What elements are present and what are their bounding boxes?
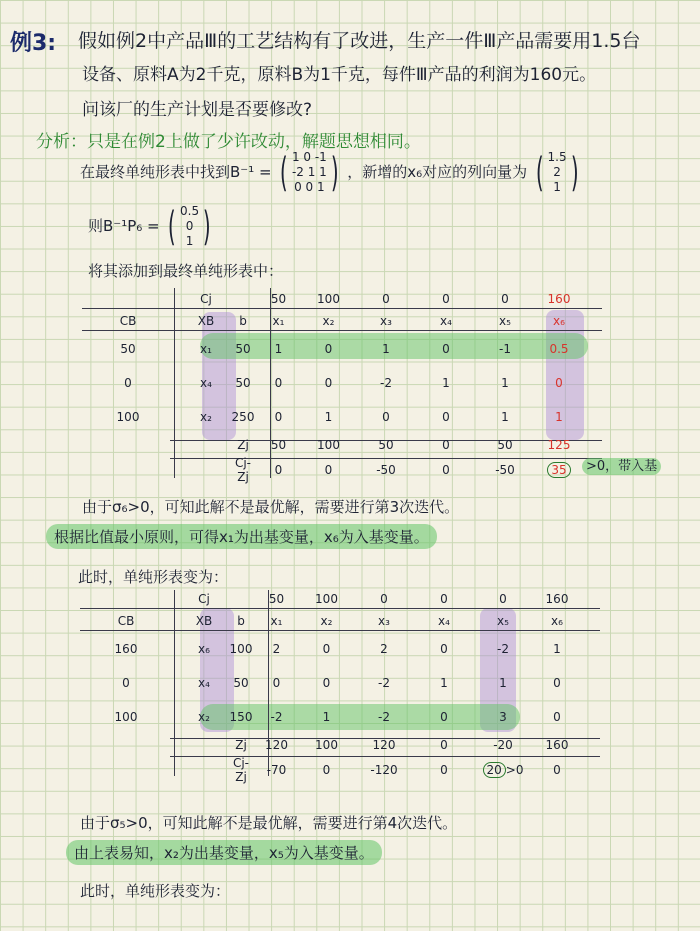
header-cell: CB: [117, 614, 135, 628]
left-paren-icon: (: [280, 149, 289, 196]
right-paren-icon: ): [570, 149, 579, 196]
b-inv-p6-vector: [180, 204, 199, 249]
cj-cell: 0: [501, 292, 509, 306]
zj-cell: 120: [265, 738, 288, 752]
header-cell: XB: [197, 314, 215, 328]
table-cell: 50: [235, 342, 251, 356]
simplex-table-2: [98, 588, 582, 784]
table-cell: 2: [272, 642, 281, 656]
cj-cell: 100: [317, 292, 340, 306]
table-row: [100, 366, 584, 400]
matrix-row: 1 0 -1: [291, 150, 327, 164]
header-cell: b: [239, 314, 247, 328]
step5-line: 此时，单纯形表变为：: [80, 882, 231, 900]
cz-cell: [534, 456, 584, 484]
simplex-table-1: [100, 288, 584, 484]
vector-entry: 1: [185, 234, 194, 248]
table-cell: 0: [324, 342, 333, 356]
cz-cell: 0: [553, 763, 561, 777]
table-cell: -2: [380, 376, 392, 390]
cj-row: [100, 288, 584, 310]
conclusion1a: 由于σ₆>0，可知此解不是最优解，需要进行第3次迭代。: [82, 498, 460, 516]
example-label: 例3:: [10, 31, 57, 56]
right-paren-icon: ): [330, 149, 339, 196]
analysis-line: 分析：只是在例2上做了少许改动，解题思想相同。: [36, 132, 421, 152]
table-cell: x₁: [200, 342, 212, 356]
cz-cell: 0: [324, 463, 333, 477]
table-cell: 1: [442, 376, 450, 390]
matrix-row: 0 0 1: [294, 180, 325, 194]
header-cell: x₅: [497, 614, 509, 628]
step2-prefix: 则B⁻¹P₆ =: [88, 217, 160, 235]
cj-cell: 0: [440, 592, 448, 606]
cz-cell: [474, 756, 532, 784]
vector-entry: 1.5: [547, 150, 567, 164]
zj-cell: -20: [493, 738, 513, 752]
table-cell: 1: [324, 410, 333, 424]
table-cell: 1: [555, 410, 563, 424]
table-cell: 1: [382, 342, 390, 356]
entering-note: >0，带入基: [582, 458, 661, 475]
table-cell: -2: [270, 710, 283, 724]
cz-cell: 0: [322, 763, 331, 777]
zj-cell: 100: [317, 438, 340, 452]
table-cell: 0: [442, 342, 450, 356]
zj-row: [98, 734, 582, 756]
cz-label: Cj-Zj: [234, 456, 252, 484]
table-cell: 0: [122, 676, 130, 690]
conclusion2b: 由上表易知，x₂为出基变量，x₅为入基变量。: [66, 840, 382, 865]
header-row: [98, 610, 582, 632]
cj-cell: 0: [499, 592, 507, 606]
left-paren-icon: (: [535, 149, 544, 196]
cj-label: Cj: [198, 592, 210, 606]
table-cell: -2: [378, 710, 390, 724]
step1-prefix: 在最终单纯形表中找到B⁻¹ =: [80, 163, 272, 181]
zj-cell: 50: [497, 438, 513, 452]
table-cell: 0: [274, 410, 283, 424]
table-cell: 2: [380, 642, 388, 656]
header-cell: CB: [119, 314, 137, 328]
p6-vector: [548, 150, 567, 195]
table-cell: 0: [555, 376, 563, 390]
header-cell: x₆: [553, 314, 565, 328]
step2-line: [88, 204, 215, 249]
zj-cell: 125: [547, 438, 571, 452]
header-cell: x₆: [551, 614, 563, 628]
cj-cell: 0: [442, 292, 450, 306]
table-cell: 1: [501, 410, 509, 424]
zj-cell: 100: [315, 738, 338, 752]
header-cell: x₂: [320, 614, 333, 628]
table-row: [100, 332, 584, 366]
step1-suffix: ，新增的x₆对应的列向量为: [347, 163, 528, 181]
table-cell: 100: [114, 710, 138, 724]
cj-cell: 160: [545, 592, 569, 606]
table-cell: 1: [553, 642, 561, 656]
zj-cell: 50: [378, 438, 394, 452]
table-cell: 50: [233, 676, 249, 690]
table-cell: 50: [235, 376, 251, 390]
table-cell: 0.5: [549, 342, 569, 356]
entering-circle: 20: [483, 762, 506, 778]
table-cell: 0: [124, 376, 132, 390]
table-cell: 100: [116, 410, 140, 424]
cz-cell: 0: [440, 763, 448, 777]
table-cell: 0: [274, 376, 283, 390]
conclusion2a: 由于σ₅>0，可知此解不是最优解，需要进行第4次迭代。: [80, 814, 458, 832]
step4-line: 此时，单纯形表变为：: [78, 568, 229, 586]
problem-line-2: 设备、原料A为2千克，原料B为1千克，每件Ⅲ产品的利润为160元。: [82, 65, 597, 85]
table-cell: 0: [553, 676, 561, 690]
zj-cell: 50: [270, 438, 287, 452]
header-cell: XB: [195, 614, 213, 628]
cj-cell: 160: [547, 292, 571, 306]
table-cell: -1: [499, 342, 511, 356]
table-cell: 0: [324, 376, 333, 390]
vector-entry: 0: [185, 219, 194, 233]
cz-cell: -120: [370, 763, 398, 777]
table-cell: 50: [120, 342, 136, 356]
table-cell: -2: [378, 676, 390, 690]
table-cell: 250: [231, 410, 255, 424]
header-cell: x₄: [440, 314, 452, 328]
zj-row: [100, 434, 584, 456]
cz-row: [100, 456, 584, 484]
table-cell: 3: [499, 710, 507, 724]
header-cell: x₄: [438, 614, 450, 628]
cj-cell: 0: [382, 292, 390, 306]
table-cell: 160: [114, 642, 138, 656]
header-cell: x₁: [270, 614, 283, 628]
cj-cell: 100: [315, 592, 338, 606]
cz-cell: 0: [442, 463, 450, 477]
table1-note: [582, 455, 661, 474]
cj-cell: 50: [268, 592, 285, 606]
table-row: [100, 400, 584, 434]
table-cell: 1: [274, 342, 283, 356]
table-row: [98, 700, 582, 734]
cz-cell: -50: [495, 463, 515, 477]
entering-circle: 35: [547, 462, 570, 478]
table-cell: x₄: [198, 676, 210, 690]
header-cell: x₂: [322, 314, 335, 328]
header-cell: x₁: [272, 314, 285, 328]
step3-line: 将其添加到最终单纯形表中：: [88, 262, 284, 280]
left-paren-icon: (: [168, 203, 177, 250]
vector-entry: 0.5: [180, 204, 200, 218]
b-inverse-matrix: [292, 150, 327, 195]
cz-label: Cj-Zj: [232, 756, 250, 784]
table-cell: x₂: [198, 710, 210, 724]
table-cell: 0: [553, 710, 561, 724]
table-cell: 0: [272, 676, 281, 690]
cj-row: [98, 588, 582, 610]
conclusion1b: 根据比值最小原则，可得x₁为出基变量，x₆为入基变量。: [46, 524, 437, 549]
zj-cell: 120: [372, 738, 396, 752]
vector-entry: 1: [553, 180, 561, 194]
table-cell: x₄: [200, 376, 212, 390]
cz-cell: 0: [274, 463, 283, 477]
header-cell: x₃: [378, 614, 390, 628]
step1-line: [80, 150, 582, 195]
table-cell: 0: [322, 676, 331, 690]
zj-label: Zj: [235, 738, 247, 752]
header-cell: b: [237, 614, 245, 628]
zj-cell: 0: [440, 738, 448, 752]
table-cell: -2: [497, 642, 509, 656]
header-cell: x₅: [499, 314, 511, 328]
vector-entry: 2: [553, 165, 561, 179]
table-cell: 0: [442, 410, 450, 424]
table-cell: 0: [322, 642, 331, 656]
matrix-row: -2 1 1: [291, 165, 327, 179]
table-cell: 1: [440, 676, 448, 690]
zj-cell: 160: [545, 738, 569, 752]
cj-cell: 50: [270, 292, 287, 306]
table-cell: x₆: [198, 642, 210, 656]
table-cell: 1: [322, 710, 331, 724]
table-cell: 0: [440, 642, 448, 656]
problem-line-1: 假如例2中产品Ⅲ的工艺结构有了改进，生产一件Ⅲ产品需要用1.5台: [78, 30, 641, 52]
table-cell: 1: [499, 676, 507, 690]
right-paren-icon: ): [203, 203, 211, 250]
table-cell: 150: [229, 710, 253, 724]
table-row: [98, 666, 582, 700]
problem-line-3: 问该厂的生产计划是否要修改?: [82, 100, 313, 120]
table-row: [98, 632, 582, 666]
table-cell: 1: [501, 376, 509, 390]
cz-cell: -70: [266, 763, 287, 777]
zj-label: Zj: [237, 438, 249, 452]
cj-label: Cj: [200, 292, 212, 306]
cz-row: [98, 756, 582, 784]
table-cell: 0: [382, 410, 390, 424]
table-cell: 100: [229, 642, 253, 656]
header-row: [100, 310, 584, 332]
cz-cell: -50: [376, 463, 396, 477]
cj-cell: 0: [380, 592, 388, 606]
header-cell: x₃: [380, 314, 392, 328]
entering-note: >0: [505, 763, 524, 777]
table-cell: 0: [440, 710, 448, 724]
table-cell: x₂: [200, 410, 212, 424]
zj-cell: 0: [442, 438, 450, 452]
